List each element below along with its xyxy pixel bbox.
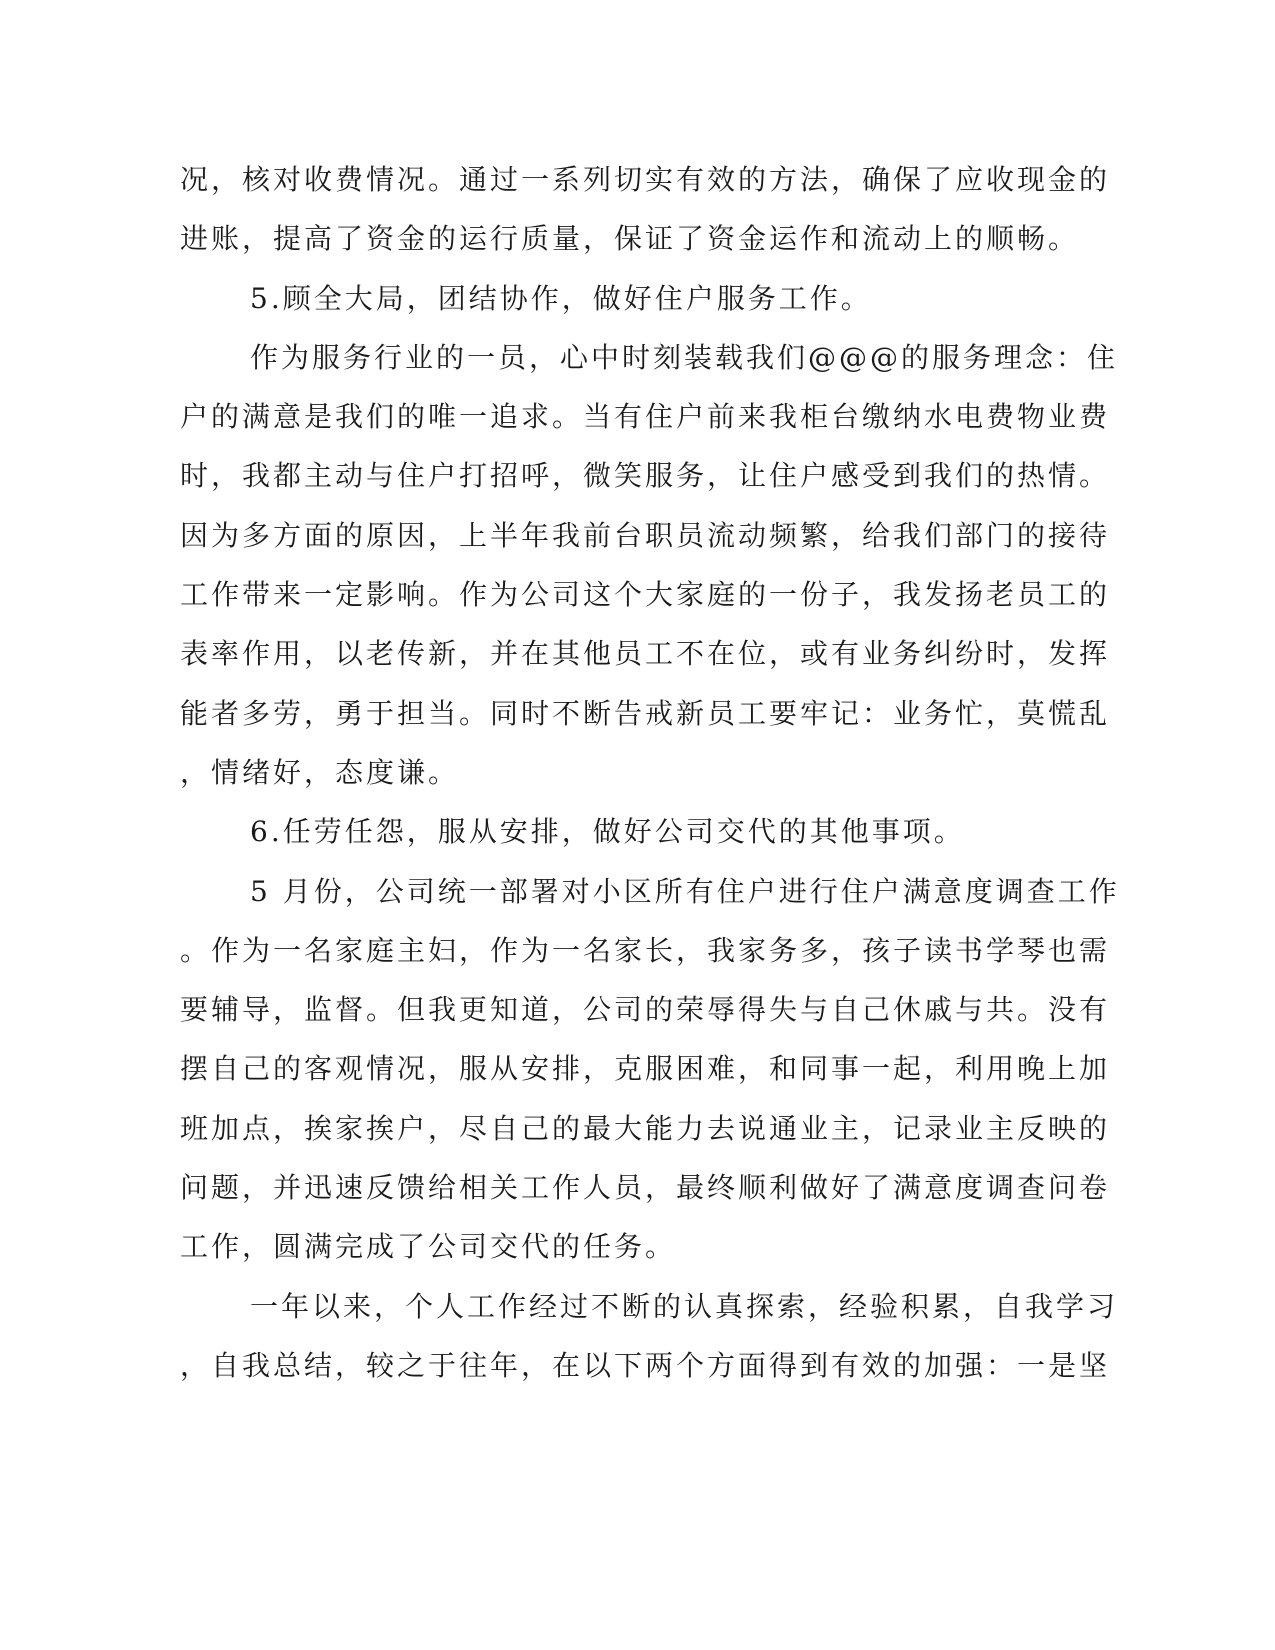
text-line: 表率作用，以老传新，并在其他员工不在位，或有业务纠纷时，发挥 [180, 637, 1111, 671]
section-heading-6: 6.任劳任怨，服从安排，做好公司交代的其他事项。 [250, 815, 965, 849]
text-line: 摆自己的客观情况，服从安排，克服困难，和同事一起，利用晚上加 [180, 1052, 1111, 1086]
text-line: 作为服务行业的一员，心中时刻装载我们@@@的服务理念：住 [250, 340, 1119, 374]
text-line: 一年以来，个人工作经过不断的认真探索，经验积累，自我学习 [250, 1289, 1119, 1323]
text-line: 况，核对收费情况。通过一系列切实有效的方法，确保了应收现金的 [180, 163, 1111, 196]
text-line: 户的满意是我们的唯一追求。当有住户前来我柜台缴纳水电费物业费 [180, 400, 1111, 434]
section-heading-5: 5.顾全大局，团结协作，做好住户服务工作。 [250, 281, 872, 315]
text-line: ，情绪好，态度谦。 [180, 755, 460, 789]
text-line: 因为多方面的原因，上半年我前台职员流动频繁，给我们部门的接待 [180, 518, 1111, 552]
text-line: 问题，并迅速反馈给相关工作人员，最终顺利做好了满意度调查问卷 [180, 1171, 1111, 1205]
text-line: 能者多劳，勇于担当。同时不断告戒新员工要牢记：业务忙，莫慌乱 [180, 696, 1111, 730]
text-line: 工作带来一定影响。作为公司这个大家庭的一份子，我发扬老员工的 [180, 578, 1111, 612]
text-line: 。作为一名家庭主妇，作为一名家长，我家务多，孩子读书学琴也需 [180, 933, 1111, 967]
document-body [180, 150, 1120, 1395]
text-line: 工作，圆满完成了公司交代的任务。 [180, 1230, 677, 1264]
text-line: 5 月份，公司统一部署对小区所有住户进行住户满意度调查工作 [250, 874, 1120, 908]
text-line: 班加点，挨家挨户，尽自己的最大能力去说通业主，记录业主反映的 [180, 1111, 1111, 1145]
text-line: 要辅导，监督。但我更知道，公司的荣辱得失与自己休戚与共。没有 [180, 993, 1111, 1027]
text-line: ，自我总结，较之于往年，在以下两个方面得到有效的加强：一是坚 [180, 1348, 1111, 1382]
text-line: 进账，提高了资金的运行质量，保证了资金运作和流动上的顺畅。 [180, 222, 1080, 256]
text-line: 时，我都主动与住户打招呼，微笑服务，让住户感受到我们的热情。 [180, 459, 1111, 493]
